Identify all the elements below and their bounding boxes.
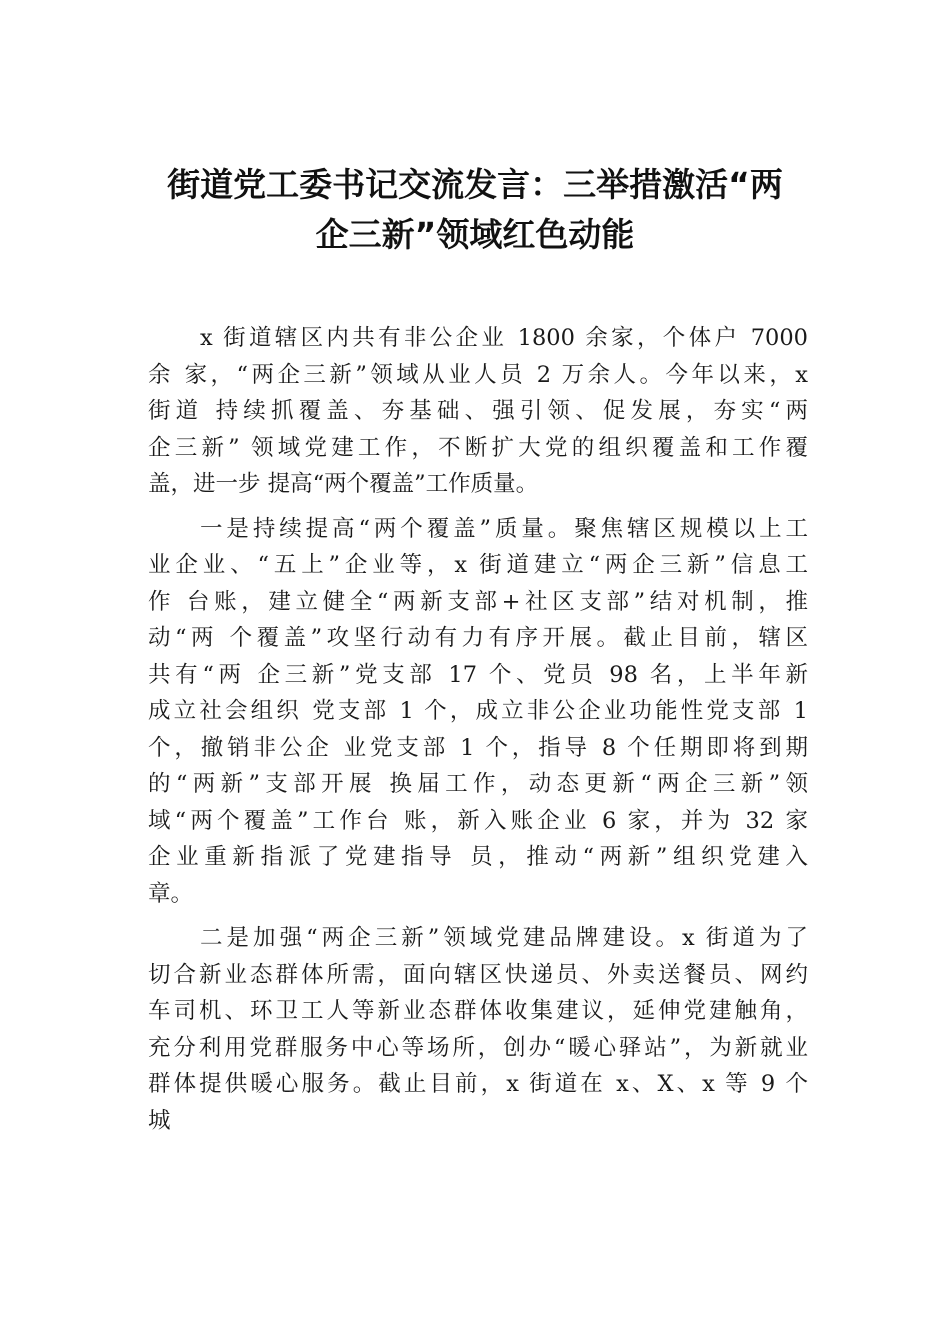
document-title: [100, 160, 850, 260]
title-line-2: 企三新”领域红色动能: [315, 215, 635, 254]
text-line: 企业重新指派了党建指导 员，推动“两新”组织党建入: [148, 844, 808, 870]
text-line: 二是加强“两企三新”领域党建品牌建设。x 街道为了: [200, 925, 808, 951]
title-line-1: 街道党工委书记交流发言：三举措激活“两: [167, 165, 783, 204]
text-line: 共有“两 企三新”党支部 17 个、党员 98 名，上半年新: [148, 661, 808, 688]
text-line: 动“两 个覆盖”攻坚行动有力有序开展。截止目前，辖区: [148, 625, 808, 651]
text-line: 一是持续提高“两个覆盖”质量。聚焦辖区规模以上工: [200, 515, 808, 542]
text-line: 作 台账，建立健全“两新支部+社区支部”结对机制，推: [148, 588, 808, 615]
text-line: 群体提供暖心服务。截止目前，x 街道在 x、X、x 等 9 个: [148, 1071, 808, 1097]
paragraph-coverage: [148, 511, 808, 913]
paragraph-overview: [148, 320, 808, 503]
text-line: 个，撤销非公企 业党支部 1 个，指导 8 个任期即将到期: [148, 734, 808, 761]
text-line: 街道 持续抓覆盖、夯基础、强引领、促发展，夯实“两: [148, 398, 808, 424]
text-line: 充分利用党群服务中心等场所，创办“暖心驿站”，为新就业: [148, 1034, 808, 1061]
text-line: 章。: [148, 880, 194, 907]
text-line: 域“两个覆盖”工作台 账，新入账企业 6 家，并为 32 家: [148, 807, 808, 834]
text-line: 的“两新”支部开展 换届工作，动态更新“两企三新”领: [148, 771, 808, 797]
document-body: [148, 320, 808, 1147]
text-line: 余 家，“两企三新”领域从业人员 2 万余人。今年以来，x: [148, 361, 808, 388]
text-line: 企三新” 领域党建工作，不断扩大党的组织覆盖和工作覆: [148, 434, 808, 461]
text-line: x 街道辖区内共有非公企业 1800 余家，个体户 7000: [200, 325, 808, 351]
text-line: 业企业、“五上”企业等，x 街道建立“两企三新”信息工: [148, 552, 808, 578]
text-line: 成立社会组织 党支部 1 个，成立非公企业功能性党支部 1: [148, 698, 808, 724]
text-line: 车司机、环卫工人等新业态群体收集建议，延伸党建触角，: [148, 998, 808, 1024]
text-line: 切合新业态群体所需，面向辖区快递员、外卖送餐员、网约: [148, 961, 808, 988]
text-line: 城: [148, 1107, 171, 1134]
text-line: 盖，进一步 提高“两个覆盖”工作质量。: [148, 471, 539, 497]
paragraph-branding: [148, 920, 808, 1139]
